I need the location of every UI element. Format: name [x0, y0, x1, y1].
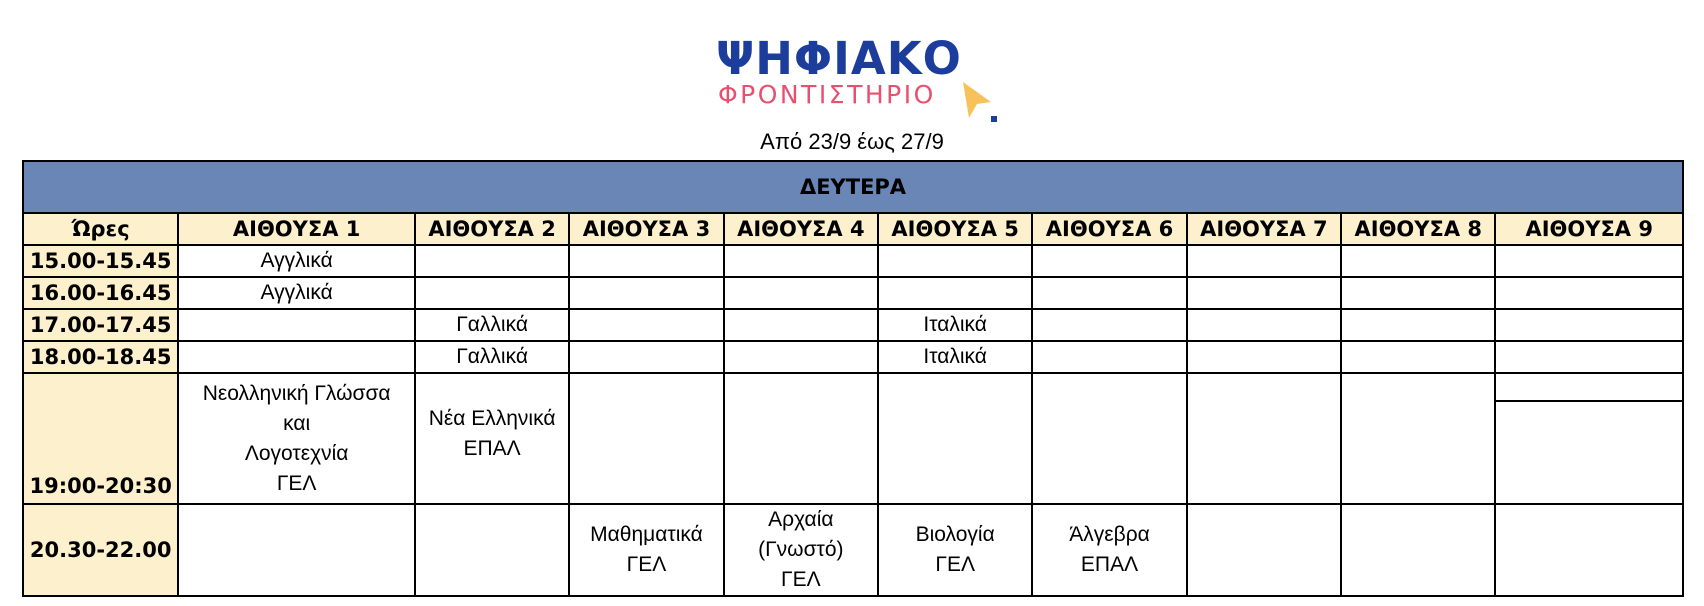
day-title: ΔΕΥΤΕΡΑ — [23, 161, 1683, 213]
class-cell — [1495, 373, 1683, 401]
class-cell — [724, 504, 878, 596]
class-cell: Αγγλικά — [178, 245, 415, 277]
class-cell — [1187, 309, 1341, 341]
class-cell — [1341, 341, 1495, 373]
cell-line: ΕΠΑΛ — [463, 437, 521, 460]
cell-line: ΓΕΛ — [626, 553, 667, 576]
cell-line: Λογοτεχνία — [244, 441, 349, 465]
class-cell — [178, 309, 415, 341]
cell-line: Μαθηματικά — [590, 523, 703, 546]
class-cell — [415, 373, 569, 504]
column-header: ΑΙΘΟΥΣΑ 4 — [724, 213, 878, 245]
class-cell — [1495, 341, 1683, 373]
class-cell — [878, 504, 1032, 596]
cell-line: Βιολογία — [915, 523, 995, 546]
class-cell — [415, 245, 569, 277]
time-cell: 16.00-16.45 — [23, 277, 178, 309]
time-cell: 18.00-18.45 — [23, 341, 178, 373]
class-cell — [1032, 245, 1186, 277]
class-cell — [178, 504, 415, 596]
time-cell: 17.00-17.45 — [23, 309, 178, 341]
column-header: ΑΙΘΟΥΣΑ 9 — [1495, 213, 1683, 245]
class-cell — [724, 373, 878, 504]
logo — [716, 34, 1006, 124]
class-cell: Ιταλικά — [878, 309, 1032, 341]
class-cell — [1495, 277, 1683, 309]
cell-line: (Γνωστό) — [758, 538, 844, 561]
class-cell — [1495, 504, 1683, 596]
class-cell — [1187, 245, 1341, 277]
logo-sub-text: ΦΡΟΝΤΙΣΤΗΡΙΟ — [718, 80, 936, 109]
class-cell — [415, 277, 569, 309]
class-cell — [1187, 373, 1341, 504]
class-cell — [1032, 341, 1186, 373]
class-cell — [1032, 309, 1186, 341]
class-cell — [569, 277, 723, 309]
cell-line: ΓΕΛ — [276, 471, 317, 495]
class-cell — [1032, 373, 1186, 504]
class-cell: Γαλλικά — [415, 309, 569, 341]
class-cell — [569, 341, 723, 373]
column-header: ΑΙΘΟΥΣΑ 1 — [178, 213, 415, 245]
class-cell — [1495, 245, 1683, 277]
column-header: ΑΙΘΟΥΣΑ 3 — [569, 213, 723, 245]
class-cell — [1187, 341, 1341, 373]
class-cell — [1341, 373, 1495, 504]
column-header: ΑΙΘΟΥΣΑ 7 — [1187, 213, 1341, 245]
cell-line: Νεολληνική Γλώσσα — [202, 381, 391, 405]
class-cell — [569, 245, 723, 277]
class-cell — [724, 245, 878, 277]
class-cell — [1187, 277, 1341, 309]
date-range: Από 23/9 έως 27/9 — [760, 129, 944, 154]
class-cell — [878, 277, 1032, 309]
table-row — [23, 245, 1683, 277]
class-cell — [1341, 309, 1495, 341]
class-cell — [569, 309, 723, 341]
time-cell: 15.00-15.45 — [23, 245, 178, 277]
class-cell: Ιταλικά — [878, 341, 1032, 373]
table-row — [23, 504, 1683, 596]
class-cell — [415, 504, 569, 596]
schedule-table — [22, 160, 1684, 597]
table-row — [23, 373, 1683, 401]
column-header: ΑΙΘΟΥΣΑ 5 — [878, 213, 1032, 245]
time-cell: 19:00-20:30 — [23, 373, 178, 504]
table-row — [23, 277, 1683, 309]
cell-line: ΓΕΛ — [935, 553, 975, 576]
class-cell — [1187, 504, 1341, 596]
class-cell — [878, 373, 1032, 504]
column-header: ΑΙΘΟΥΣΑ 2 — [415, 213, 569, 245]
class-cell — [724, 277, 878, 309]
logo-main-text: ΨΗΦΙΑΚΟ — [716, 32, 962, 85]
class-cell — [1341, 245, 1495, 277]
class-cell — [724, 341, 878, 373]
class-cell — [178, 373, 415, 504]
time-cell: 20.30-22.00 — [23, 504, 178, 596]
cursor-arrow-icon — [961, 80, 999, 124]
table-row — [23, 341, 1683, 373]
column-header: ΑΙΘΟΥΣΑ 6 — [1032, 213, 1186, 245]
class-cell: Γαλλικά — [415, 341, 569, 373]
cell-line: ΓΕΛ — [781, 568, 821, 591]
class-cell — [1341, 277, 1495, 309]
cell-line: ΕΠΑΛ — [1080, 553, 1139, 576]
class-cell: Αγγλικά — [178, 277, 415, 309]
class-cell — [178, 341, 415, 373]
class-cell — [1341, 504, 1495, 596]
class-cell — [569, 504, 723, 596]
class-cell — [1032, 504, 1186, 596]
class-cell — [878, 245, 1032, 277]
table-row — [23, 309, 1683, 341]
class-cell — [1495, 309, 1683, 341]
cell-line: Άλγεβρα — [1069, 523, 1150, 546]
cell-line: Αρχαία — [768, 508, 834, 531]
header-row — [23, 213, 1683, 245]
class-cell — [1495, 401, 1683, 504]
class-cell — [724, 309, 878, 341]
cell-line: και — [283, 411, 311, 435]
class-cell — [569, 373, 723, 504]
class-cell — [1032, 277, 1186, 309]
column-header: ΑΙΘΟΥΣΑ 8 — [1341, 213, 1495, 245]
column-header: Ώρες — [23, 213, 178, 245]
cell-line: Νέα Ελληνικά — [428, 407, 556, 430]
